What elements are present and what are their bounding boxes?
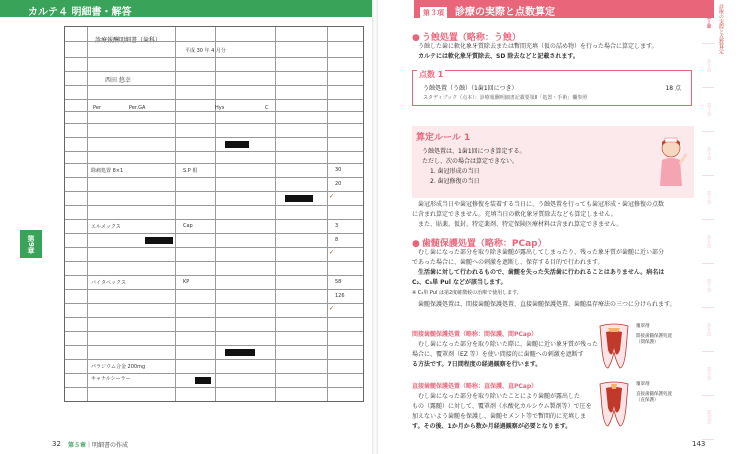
paragraph: 場合に、覆罩剤（EZ 等）を使い間接的に歯髄への刺激を遮断す: [412, 351, 584, 358]
form-text: 20: [335, 181, 342, 187]
sidebar-tab[interactable]: 第２章: [702, 44, 714, 88]
paragraph: また、貼薬、仮封、特定薬剤、特定保険医療材料は含まれ算定できません。: [418, 221, 623, 228]
right-header: [414, 0, 714, 18]
form-stamp: [225, 141, 249, 148]
form-text: 58: [335, 279, 342, 285]
chapter-sidebar: [702, 0, 750, 454]
form-text: 除痛処置 8×1: [91, 168, 124, 174]
chapter-tab: [20, 230, 42, 258]
paragraph: 歯冠形成当日や歯冠修復を装着する当日に、う蝕処置を行っても歯冠形成・歯冠修復の点数: [418, 201, 665, 208]
left-footer-chapter-number: 第５章: [68, 442, 87, 449]
paragraph: る方法です。7日間程度の経過観察を行います。: [412, 361, 542, 368]
sidebar-vertical-title: 診療の実際と点数算定: [718, 4, 724, 54]
heading-cap-sub: （略称：PCap）: [475, 239, 547, 249]
paragraph: に含まれ算定できません。充填当日の軟化象牙質除去なども算定しません。: [412, 211, 617, 218]
form-text: C: [265, 105, 269, 111]
sidebar-tab[interactable]: 第５章: [702, 176, 714, 220]
paragraph: う蝕した歯に軟化象牙質除去または暫間充填（仮の詰め物）を行った場合に算定します。: [418, 43, 658, 50]
right-page: [378, 0, 750, 454]
form-text: Per: [93, 105, 101, 111]
form-stamp: [195, 377, 211, 384]
form-stamp: [285, 195, 313, 202]
sidebar-tab[interactable]: 第７章: [702, 264, 714, 308]
right-page-number: 143: [692, 440, 706, 448]
paragraph: むし歯になった部分を取り除いた際に、歯髄に近い象牙質が残った: [418, 341, 599, 348]
paragraph: もの（露髄）に対して、覆罩剤（水酸化カルシウム製剤等）で圧を: [412, 403, 592, 410]
chapter-tab-label: 第9章: [27, 234, 35, 254]
figure-label: 覆罩剤: [636, 324, 650, 329]
rule-line: ただし、次の場合は算定できない。: [422, 158, 519, 165]
point-value: 18 点: [665, 85, 681, 92]
tooth-figure-direct: [596, 380, 632, 428]
left-footer-chapter: [68, 440, 128, 449]
paragraph-note: ※ C₃単 Pul は第2度確徴候の治療で使用します。: [412, 290, 522, 296]
paragraph: であった場合に、歯髄への刺激を遮断し、保存する目的で行われます。: [412, 259, 604, 266]
patient-name: 西田 悠幸: [105, 77, 131, 84]
paragraph: 加えないよう歯髄を保護し、歯髄セメント等で暫間的に充填しま: [412, 413, 587, 420]
form-mark: ✓: [329, 249, 335, 256]
sidebar-tab[interactable]: 第８章: [702, 308, 714, 352]
left-footer-chapter-rest: ｜明細書の作成: [86, 442, 129, 449]
form-text: S.P 根: [183, 168, 198, 174]
form-text: 8: [335, 237, 339, 243]
point-label: 点数 1: [419, 70, 444, 79]
point-sub: スタディブック（点本）：診療報酬明細書記載要領Ⅱ「処置・手術」欄参照: [423, 95, 588, 101]
paragraph: むし歯になった部分を取り除き歯髄が露出してしまったり、残った象牙質が歯髄に近い部分: [418, 249, 665, 256]
rule-title: 算定ルール 1: [416, 133, 471, 143]
form-text: Cap: [183, 223, 193, 229]
section-title: 診療の実際と点数算定: [455, 7, 555, 18]
section-label: 第３項: [420, 7, 447, 19]
form-text: 126: [335, 293, 345, 299]
form-mark: ✓: [329, 193, 335, 200]
left-header-bar: [0, 0, 20, 17]
rule-box: [412, 126, 694, 198]
nurse-illustration: [654, 136, 688, 188]
heading-cap-text: 歯髄保護処置: [421, 239, 476, 249]
paragraph: むし歯になった部分を取り除いたことにより歯髄が露出した: [418, 393, 581, 400]
paragraph: 歯髄保護処置は、間接歯髄保護処置、直接歯髄保護処置、歯髄温存療法の三つに分けられます。: [418, 301, 676, 308]
form-text: エルメックス: [91, 224, 121, 230]
form-text: バイタペックス: [91, 280, 126, 286]
rule-line: う蝕処置は、1歯1回につき算定する。: [422, 148, 526, 155]
heading-indirect: 間接歯髄保護処置（略称：間保護、間PCap）: [412, 331, 538, 338]
sidebar-tab[interactable]: 第１章: [702, 0, 714, 44]
heading-ushoku-text: う蝕処置: [421, 33, 458, 43]
sidebar-tab[interactable]: 第９章: [702, 352, 714, 396]
sidebar-tab[interactable]: 第10章: [702, 396, 714, 440]
heading-ushoku-sub: （略称：う蝕）: [457, 33, 521, 43]
form-date: 平成 30 年 4 月分: [185, 48, 226, 54]
form-text: KP: [183, 279, 190, 285]
heading-direct: 直接歯髄保護処置（略称：直保護、直PCap）: [412, 383, 538, 390]
form-stamp: [145, 237, 173, 244]
paragraph: す。その後、1か月から数か月経過観察が必要となります。: [412, 423, 572, 430]
figure-label: 間接歯髄保護処置（間保護）: [636, 334, 672, 345]
figure-label: 覆罩剤: [636, 382, 650, 387]
point-row: う蝕処置（う蝕）（1歯1回につき）: [423, 85, 518, 92]
paragraph: カルテには軟化象牙質除去、SD 除去などと記載されます。: [418, 53, 579, 60]
form-title: 診療報酬明細書（歯科）: [95, 37, 162, 44]
tooth-figure-indirect: [596, 322, 632, 370]
left-header: [20, 0, 372, 17]
figure-label: 直接歯髄保護処置（直保護）: [636, 392, 672, 403]
sidebar-tab[interactable]: 第３章: [702, 88, 714, 132]
paragraph: C₂、C₃単 Pul などが該当します。: [412, 279, 507, 286]
form-text: 3: [335, 223, 339, 229]
rule-line: 2. 歯冠修復の当日: [430, 178, 480, 185]
form-text: Hys: [215, 105, 225, 111]
sidebar-tab[interactable]: 第６章: [702, 220, 714, 264]
sidebar-tab[interactable]: 第４章: [702, 132, 714, 176]
form-text: 30: [335, 167, 342, 173]
form-text: パラジウム合金 200mg: [91, 364, 146, 370]
form-stamp: [225, 349, 255, 356]
left-page: [0, 0, 372, 454]
claim-form: [64, 26, 364, 402]
left-header-title: カルテ４ 明細書・解答: [28, 7, 132, 18]
point-box: [412, 70, 692, 106]
paragraph: 生活歯に対して行われるもので、歯髄を失った失活歯に行われることはありません。病名は: [418, 269, 665, 276]
left-page-number: 32: [52, 440, 61, 448]
form-mark: ✓: [329, 305, 335, 312]
form-text: Per.GA: [129, 105, 146, 111]
rule-line: 1. 歯冠形成の当日: [430, 168, 480, 175]
form-text: キャナルシーラー: [91, 376, 131, 382]
